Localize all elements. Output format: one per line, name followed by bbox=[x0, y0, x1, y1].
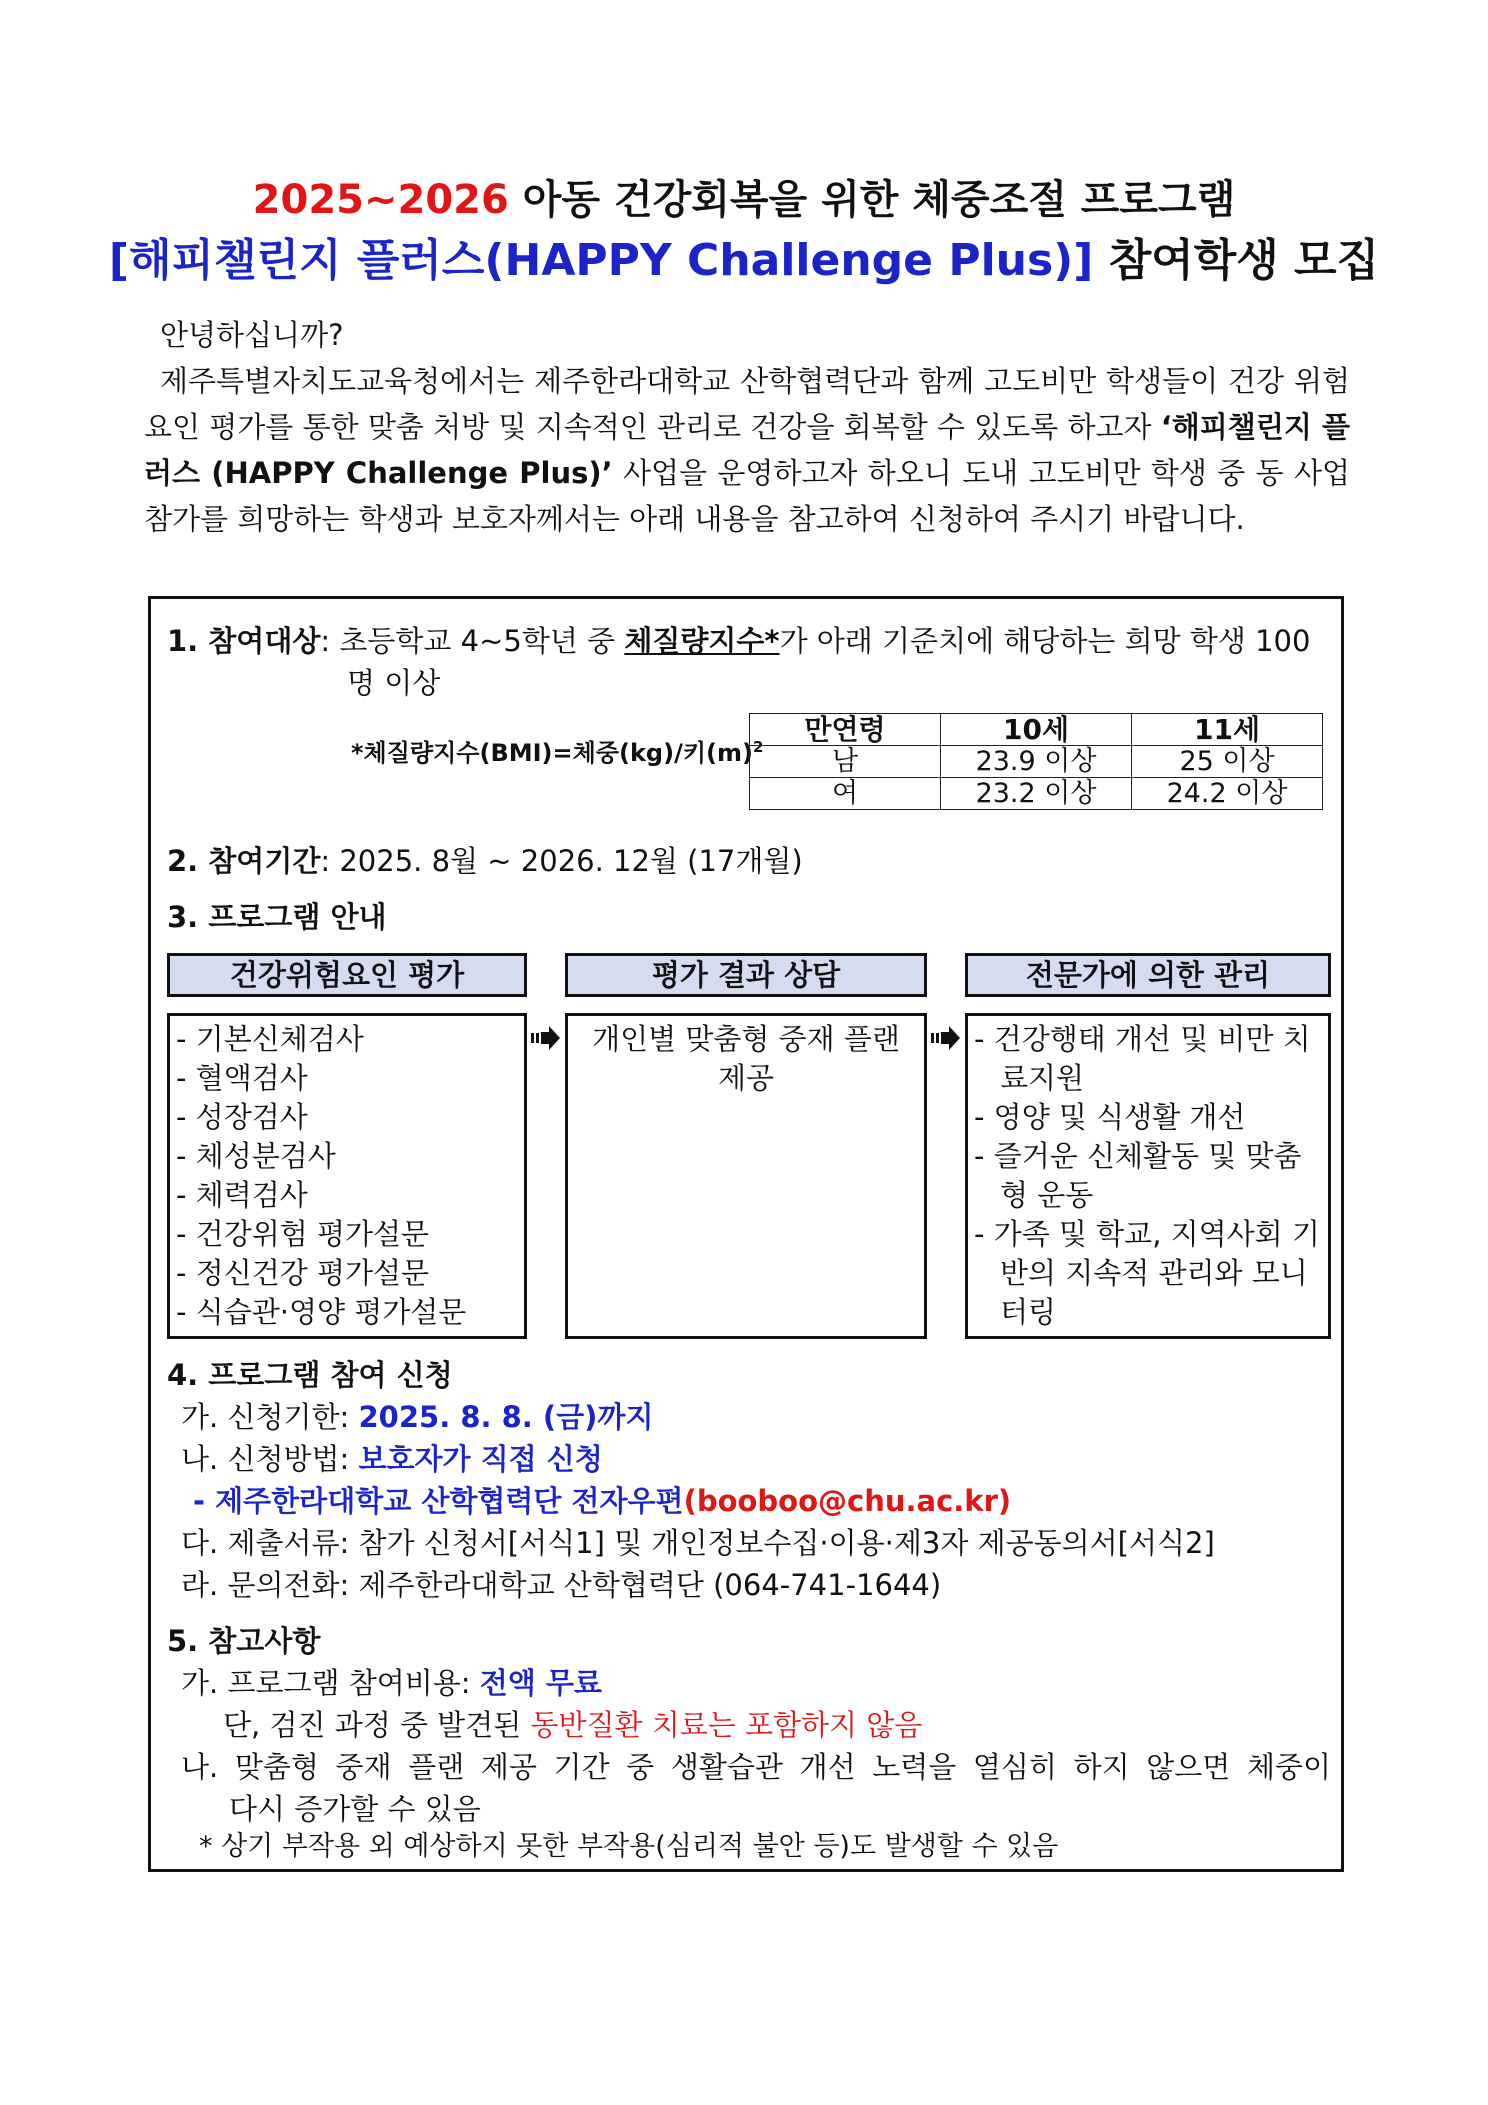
bmi-cell: 23.2 이상 bbox=[941, 778, 1132, 810]
method-line bbox=[181, 1439, 603, 1479]
intro-greeting: 안녕하십니까? bbox=[160, 318, 344, 352]
col2-line1: 개인별 맞춤형 중재 플랜 bbox=[592, 1022, 900, 1056]
title-line-1 bbox=[0, 168, 1488, 225]
section5-label: 5. 참고사항 bbox=[167, 1624, 321, 1658]
list-item: - 영양 및 식생활 개선 bbox=[974, 1100, 1246, 1134]
bmi-row-female bbox=[750, 778, 1323, 810]
col2-text bbox=[568, 1016, 924, 1102]
list-item: - 건강위험 평가설문 bbox=[176, 1217, 430, 1251]
cost-value: 전액 무료 bbox=[479, 1666, 602, 1700]
email-org: - 제주한라대학교 산학협력단 전자우편 bbox=[193, 1484, 684, 1518]
item-b-line2: 다시 증가할 수 있음 bbox=[229, 1792, 481, 1826]
bmi-formula bbox=[351, 727, 763, 773]
list-item: - 혈액검사 bbox=[176, 1061, 308, 1095]
title-line-2 bbox=[0, 224, 1488, 288]
intro-paragraph bbox=[144, 358, 1350, 542]
method-label: 나. 신청방법: bbox=[181, 1442, 359, 1476]
bmi-cell: 남 bbox=[750, 746, 941, 778]
intro-text-b: 사업을 운영하고자 하오니 도내 고도비만 학생 중 동 사업 참가를 희망하는 학생과 보호자께서는 아래 내용을 참고하여 신청하여 주시기 바랍니다. bbox=[144, 456, 1350, 536]
section1-line2: 명 이상 bbox=[347, 666, 441, 700]
list-item: - 기본신체검사 bbox=[176, 1022, 364, 1056]
section1-text-b: 가 아래 기준치에 해당하는 희망 학생 100 bbox=[779, 624, 1311, 658]
intro bbox=[144, 312, 1350, 542]
title-line1-rest: 아동 건강회복을 위한 체중조절 프로그램 bbox=[508, 177, 1236, 223]
item-b-line1: 나. 맞춤형 중재 플랜 제공 기간 중 생활습관 개선 노력을 열심히 하지 않으면 체중이 bbox=[181, 1750, 1331, 1784]
intro-program-name: ‘해피챌린지 플러스 (HAPPY Challenge Plus)’ bbox=[144, 410, 1350, 490]
bmi-cell: 23.9 이상 bbox=[941, 746, 1132, 778]
bmi-table-header bbox=[750, 714, 1323, 746]
bmi-cell: 24.2 이상 bbox=[1132, 778, 1323, 810]
cost-note-exclusion: 동반질환 치료는 포함하지 않음 bbox=[530, 1708, 923, 1742]
section4-label: 4. 프로그램 참여 신청 bbox=[167, 1358, 453, 1392]
list-item: - 체성분검사 bbox=[176, 1139, 336, 1173]
bmi-row-male bbox=[750, 746, 1323, 778]
title-line2-rest: 참여학생 모집 bbox=[1093, 235, 1380, 286]
email-line bbox=[193, 1481, 1011, 1521]
arrow-right-icon bbox=[531, 1025, 561, 1051]
bmi-header-11: 11세 bbox=[1132, 714, 1323, 746]
title-program-name: [해피챌린지 플러스(HAPPY Challenge Plus)] bbox=[108, 235, 1094, 286]
section1-text-a: : 초등학교 4~5학년 중 bbox=[320, 624, 625, 658]
bmi-cell: 여 bbox=[750, 778, 941, 810]
col1-list bbox=[170, 1016, 524, 1336]
section1-line1 bbox=[167, 621, 1310, 661]
section1-label: 1. 참여대상 bbox=[167, 624, 321, 658]
col3-header: 전문가에 의한 관리 bbox=[965, 953, 1331, 997]
bmi-cell: 25 이상 bbox=[1132, 746, 1323, 778]
method-value: 보호자가 직접 신청 bbox=[358, 1442, 603, 1476]
section2-label: 2. 참여기간 bbox=[167, 844, 321, 878]
col1-header: 건강위험요인 평가 bbox=[167, 953, 527, 997]
col1-box bbox=[167, 1013, 527, 1339]
deadline-label: 가. 신청기한: bbox=[181, 1400, 359, 1434]
list-item: - 체력검사 bbox=[176, 1178, 308, 1212]
title-years: 2025~2026 bbox=[252, 177, 509, 223]
cost-note-prefix: 단, 검진 과정 중 발견된 bbox=[223, 1708, 531, 1742]
col2-box bbox=[565, 1013, 927, 1339]
list-item: - 가족 및 학교, 지역사회 기반의 지속적 관리와 모니터링 bbox=[974, 1217, 1320, 1329]
cost-label: 가. 프로그램 참여비용: bbox=[181, 1666, 480, 1700]
col2-line2: 제공 bbox=[717, 1061, 775, 1095]
bmi-formula-text: *체질량지수(BMI)=체중(kg)/키(m) bbox=[351, 739, 753, 767]
footnote: * 상기 부작용 외 예상하지 못한 부작용(심리적 불안 등)도 발생할 수 있음 bbox=[199, 1831, 1059, 1862]
list-item: - 식습관·영양 평가설문 bbox=[176, 1295, 467, 1329]
section2 bbox=[167, 841, 803, 881]
arrow-right-icon bbox=[931, 1025, 961, 1051]
bmi-term: 체질량지수* bbox=[624, 624, 780, 658]
deadline-line bbox=[181, 1397, 653, 1437]
col2-header: 평가 결과 상담 bbox=[565, 953, 927, 997]
intro-text-a: 제주특별자치도교육청에서는 제주한라대학교 산학협력단과 함께 고도비만 학생들이 건강 위험요인 평가를 통한 맞춤 처방 및 지속적인 관리로 건강을 회복할 수 있도록 하고자 bbox=[144, 364, 1350, 444]
contact-line: 라. 문의전화: 제주한라대학교 산학협력단 (064-741-1644) bbox=[181, 1568, 942, 1602]
cost-line bbox=[181, 1663, 602, 1703]
bmi-header-10: 10세 bbox=[941, 714, 1132, 746]
docs-line: 다. 제출서류: 참가 신청서[서식1] 및 개인정보수집·이용·제3자 제공동의서[서식2] bbox=[181, 1526, 1215, 1560]
section3-label: 3. 프로그램 안내 bbox=[167, 900, 387, 934]
bmi-table bbox=[749, 713, 1323, 810]
list-item: - 성장검사 bbox=[176, 1100, 308, 1134]
deadline-value: 2025. 8. 8. (금)까지 bbox=[358, 1400, 654, 1434]
email-address: (booboo@chu.ac.kr) bbox=[683, 1484, 1012, 1518]
cost-note bbox=[223, 1705, 922, 1745]
list-item: - 즐거운 신체활동 및 맞춤형 운동 bbox=[974, 1139, 1302, 1212]
col3-box bbox=[965, 1013, 1331, 1339]
bmi-formula-sup: 2 bbox=[752, 738, 764, 756]
list-item: - 건강행태 개선 및 비만 치료지원 bbox=[974, 1022, 1311, 1095]
details-box bbox=[148, 596, 1344, 1872]
col3-list bbox=[968, 1016, 1328, 1336]
list-item: - 정신건강 평가설문 bbox=[176, 1256, 430, 1290]
section2-text: : 2025. 8월 ~ 2026. 12월 (17개월) bbox=[320, 844, 803, 878]
bmi-header-age: 만연령 bbox=[750, 714, 941, 746]
